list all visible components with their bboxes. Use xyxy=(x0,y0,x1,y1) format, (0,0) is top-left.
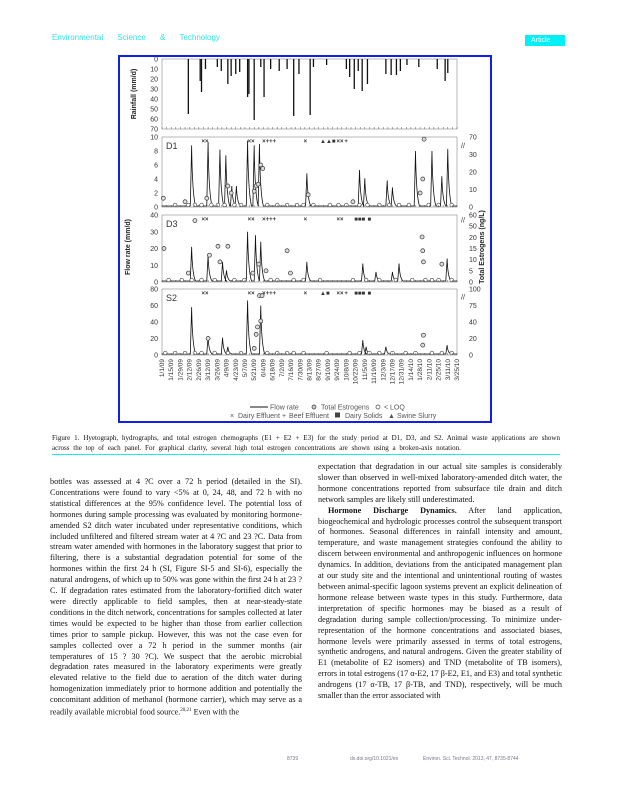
total-estrogen-point xyxy=(288,271,292,275)
total-estrogen-point xyxy=(285,249,289,253)
loq-point xyxy=(430,351,434,355)
date-tick-label: 8/13/09 xyxy=(306,359,314,381)
left-tick-label: 6 xyxy=(154,162,158,170)
rainfall-tick-label: 70 xyxy=(150,126,158,134)
total-estrogen-point xyxy=(421,343,425,347)
total-estrogen-point xyxy=(252,189,256,193)
date-tick-label: 11/19/09 xyxy=(371,359,379,384)
total-estrogen-point xyxy=(207,253,211,257)
waste-application-marker: ×× xyxy=(247,291,255,297)
date-tick-label: 7/16/09 xyxy=(288,359,296,381)
left-tick-label: 20 xyxy=(150,336,158,343)
loq-point xyxy=(404,351,408,355)
waste-application-marker: ▲▲■ xyxy=(320,139,336,145)
axis-break-icon: // xyxy=(461,217,465,225)
total-estrogen-point xyxy=(161,196,165,200)
figure-1 xyxy=(118,55,492,423)
waste-application-marker: + xyxy=(344,139,348,145)
section-runin-heading: Hormone Discharge Dynamics. xyxy=(328,505,457,515)
loq-point xyxy=(167,278,171,282)
total-estrogen-point xyxy=(255,325,259,329)
loq-point xyxy=(312,203,316,207)
right-tick-label: 30 xyxy=(469,152,477,159)
right-tick-label: 20 xyxy=(469,234,477,242)
left-tick-label: 10 xyxy=(150,134,158,142)
reference-superscript: 20,21 xyxy=(180,708,192,714)
total-estrogen-point xyxy=(216,244,220,248)
left-tick-label: 0 xyxy=(154,352,158,360)
panel-label: S2 xyxy=(166,293,178,303)
total-estrogen-point xyxy=(418,191,422,195)
date-tick-label: 12/17/09 xyxy=(389,359,397,385)
right-tick-label: 20 xyxy=(469,336,477,343)
paragraph: expectation that degradation in our actual site samples is considerably slower than observed in well-mixed laboratory-amended ditch water, the hormone concentrations reported from subsurface tile drain and ditch network samples are likely still underestimated. xyxy=(318,462,562,504)
right-tick-label: 10 xyxy=(469,187,477,194)
waste-application-marker: ×× xyxy=(247,139,255,145)
journal-name: Environmental Science & Technology xyxy=(52,33,220,42)
rainfall-tick-label: 40 xyxy=(150,96,158,104)
total-estrogen-point xyxy=(206,337,210,341)
left-column xyxy=(50,477,302,719)
page-number: 8739 xyxy=(287,756,299,762)
date-tick-label: 3/25/10 xyxy=(454,359,461,381)
total-estrogen-point xyxy=(218,260,222,264)
date-tick-label: 10/8/09 xyxy=(343,359,351,381)
left-tick-label: 60 xyxy=(150,303,158,310)
loq-point xyxy=(285,203,289,207)
total-estrogen-point xyxy=(420,235,424,239)
rainfall-axis-label: Rainfall (mm/d) xyxy=(131,68,138,120)
date-tick-label: 7/30/09 xyxy=(297,359,305,381)
loq-point xyxy=(200,351,204,355)
loq-point xyxy=(213,351,217,355)
total-estrogen-point xyxy=(252,346,256,350)
rainfall-tick-label: 0 xyxy=(154,57,158,64)
total-estrogen-point xyxy=(205,196,209,200)
rainfall-tick-label: 30 xyxy=(150,86,158,94)
axis-break-icon: // xyxy=(461,142,465,150)
date-tick-label: 8/27/09 xyxy=(315,359,323,381)
left-tick-label: 10 xyxy=(150,262,158,270)
date-tick-label: 2/11/10 xyxy=(426,359,434,381)
right-tick-label: 70 xyxy=(469,134,477,142)
date-tick-label: 12/3/09 xyxy=(380,359,388,381)
loq-point xyxy=(266,351,270,355)
waste-application-marker: ×× xyxy=(247,217,255,223)
loq-point xyxy=(450,203,454,207)
loq-point xyxy=(239,203,243,207)
date-tick-label: 4/9/09 xyxy=(223,359,231,378)
axis-break-icon: // xyxy=(461,294,465,302)
doi-link[interactable]: dx.doi.org/10.1021/es xyxy=(350,756,399,762)
legend-label: Swine Slurry xyxy=(397,413,437,420)
caption-divider xyxy=(52,454,560,455)
left-tick-label: 80 xyxy=(150,286,158,294)
loq-point xyxy=(223,203,227,207)
date-tick-label: 2/25/10 xyxy=(435,359,443,381)
date-tick-label: 3/26/09 xyxy=(214,359,222,381)
left-tick-label: 40 xyxy=(150,212,158,220)
legend-label: Dairy Effluent xyxy=(238,413,280,420)
loq-point xyxy=(292,351,296,355)
date-tick-label: 1/15/09 xyxy=(168,359,176,381)
left-tick-label: 40 xyxy=(150,319,158,327)
loq-point xyxy=(269,278,273,282)
paragraph xyxy=(50,477,302,719)
loq-point xyxy=(193,351,197,355)
legend-swine-slurry-icon: ▲ xyxy=(388,413,395,420)
date-tick-label: 9/10/09 xyxy=(324,359,332,381)
waste-application-marker: ×× xyxy=(336,291,344,297)
loq-point xyxy=(216,203,220,207)
right-tick-label: 100 xyxy=(469,286,481,294)
total-estrogen-point xyxy=(257,262,261,266)
rainfall-plot-frame xyxy=(162,59,457,129)
right-tick-label: 40 xyxy=(469,319,477,327)
waste-application-marker: ■■■ xyxy=(354,217,366,223)
waste-application-marker: × xyxy=(303,217,308,223)
legend-label: Dairy Solids xyxy=(345,413,383,420)
loq-point xyxy=(285,351,289,355)
loq-point xyxy=(351,278,355,282)
legend-label: Beef Effluent xyxy=(289,413,329,420)
hydrograph-chart xyxy=(120,57,490,421)
total-estrogen-point xyxy=(183,200,187,204)
waste-application-marker: ×+++ xyxy=(262,217,277,223)
rainfall-tick-label: 60 xyxy=(150,116,158,124)
total-estrogen-point xyxy=(421,260,425,264)
loq-point xyxy=(292,278,296,282)
total-estrogen-point xyxy=(421,177,425,181)
waste-application-marker: ×× xyxy=(201,291,209,297)
total-estrogen-point xyxy=(186,271,190,275)
legend-loq-icon xyxy=(376,405,380,409)
loq-point xyxy=(430,278,434,282)
panel-frame-D3 xyxy=(162,215,457,282)
left-tick-label: 2 xyxy=(154,190,158,198)
loq-point xyxy=(366,203,370,207)
flow-rate-line xyxy=(162,232,457,281)
waste-application-marker: ×× xyxy=(336,139,344,145)
total-estrogen-point xyxy=(440,262,444,266)
citation: Environ. Sci. Technol. 2013, 47, 8735-8744 xyxy=(423,756,519,762)
waste-application-marker: ■■■ xyxy=(354,291,366,297)
date-tick-label: 4/23/09 xyxy=(232,359,240,381)
loq-point xyxy=(377,351,381,355)
loq-point xyxy=(193,203,197,207)
date-tick-label: 11/5/09 xyxy=(361,359,369,381)
date-tick-label: 3/11/10 xyxy=(444,359,452,381)
right-tick-label: 0 xyxy=(469,352,473,360)
total-estrogen-point xyxy=(422,137,426,141)
right-tick-label: 0 xyxy=(469,204,473,212)
waste-application-marker: ×+++ xyxy=(262,139,277,145)
loq-point xyxy=(427,203,431,207)
waste-application-marker: + xyxy=(344,291,348,297)
date-tick-label: 1/14/10 xyxy=(407,359,415,381)
right-tick-label: 0 xyxy=(469,279,473,287)
left-tick-label: 8 xyxy=(154,148,158,156)
rainfall-tick-label: 10 xyxy=(150,66,158,74)
loq-point xyxy=(424,278,428,282)
flow-axis-label: Flow rate (mm/d) xyxy=(125,218,132,276)
total-estrogen-point xyxy=(421,249,425,253)
total-estrogen-point xyxy=(421,333,425,337)
total-estrogen-point xyxy=(264,269,268,273)
date-tick-label: 2/12/09 xyxy=(186,359,194,381)
loq-point xyxy=(377,203,381,207)
waste-application-marker: ×+++ xyxy=(262,291,277,297)
loq-point xyxy=(243,278,247,282)
left-tick-label: 4 xyxy=(154,176,158,184)
left-tick-label: 20 xyxy=(150,246,158,253)
loq-point xyxy=(407,203,411,207)
figure-caption: Figure 1. Hyetograph, hydrographs, and total estrogen chemographs (E1 + E2 + E3) for the study period at D1, D3, and S2. Animal waste applications are shown across the top of each panel. For graphical clarity, several high total estrogen concentrations are shown using a broken-axis notation. xyxy=(52,434,560,452)
paragraph xyxy=(318,506,562,702)
loq-point xyxy=(200,203,204,207)
loq-point xyxy=(213,278,217,282)
total-estrogen-point xyxy=(306,193,310,197)
date-tick-label: 5/21/09 xyxy=(251,359,259,381)
loq-point xyxy=(377,278,381,282)
right-tick-label: 15 xyxy=(469,246,477,253)
legend-dairy-solids-icon xyxy=(335,413,340,418)
total-estrogen-point xyxy=(259,319,263,323)
rainfall-tick-label: 50 xyxy=(150,106,158,114)
paragraph-text: bottles was assessed at 4 ?C over a 72 h period (detailed in the SI). Concentrations were found to vary <5% at 0, 24, 48, and 72 h with no statistical differences at the 95% confidence level. The potential loss of hormones during sample processing was evaluated by monitoring hormone-amended S2 ditch water incubated under representative conditions, which included unfiltered and filtered stream water at 4 ?C and 23 ?C. Data from stream water amended with hormones in the laboratory suggest that prior to filtering, there is a substantial degradation potential for some of the hormones within the first 24 h (SI, Figure SI-5 and SI-6), especially the natural androgens, of which up to 50% was gone within the first 24 h at 23 ?C. If degradation rates estimated from the laboratory-fortified ditch water were directly applicable to field samples, then at near-steady-state conditions in the ditch network, concentrations for samples collected at later times would be expected to be higher than those from earlier collection times prior to sample pickup. However, this was not the case even for samples collected over a 72 h period in the summer months (air temperatures of 15 ? 30 ?C). We suspect that the aerobic microbial degradation rates measured in the laboratory experiments were greatly elevated relative to the field due to aeration of the ditch water during homogenization immediately prior to hormone addition and potentially the concomitant addition of methanol (hormone carrier), which may serve as a readily available microbial food source. xyxy=(50,477,302,717)
right-tick-label: 60 xyxy=(469,212,477,220)
total-estrogen-point xyxy=(226,184,230,188)
legend-label: Flow rate xyxy=(270,404,299,412)
date-tick-label: 1/28/10 xyxy=(417,359,425,381)
total-estrogen-point xyxy=(261,167,265,171)
left-tick-label: 0 xyxy=(154,279,158,287)
waste-application-marker: ×× xyxy=(201,217,209,223)
legend-label: < LOQ xyxy=(384,404,405,412)
date-tick-label: 1/29/09 xyxy=(177,359,185,381)
legend-estrogen-icon xyxy=(312,405,316,409)
total-estrogen-point xyxy=(351,200,355,204)
waste-application-marker: ■ xyxy=(367,291,372,297)
loq-point xyxy=(266,203,270,207)
article-badge: Article xyxy=(525,35,565,46)
waste-application-marker: ×× xyxy=(336,217,344,223)
right-tick-label: 50 xyxy=(469,223,477,231)
loq-point xyxy=(173,351,177,355)
left-tick-label: 0 xyxy=(154,204,158,212)
date-tick-label: 7/2/09 xyxy=(278,359,286,378)
flow-rate-line xyxy=(162,301,457,354)
date-tick-label: 3/12/09 xyxy=(205,359,213,381)
total-estrogen-point xyxy=(251,271,255,275)
total-estrogen-point xyxy=(162,247,166,251)
right-tick-label: 20 xyxy=(469,169,477,177)
loq-point xyxy=(190,278,194,282)
loq-point xyxy=(450,278,454,282)
left-tick-label: 30 xyxy=(150,229,158,237)
legend-beef-effluent-icon: + xyxy=(282,413,287,420)
date-tick-label: 10/22/09 xyxy=(352,359,360,385)
loq-point xyxy=(200,278,204,282)
date-tick-label: 12/31/09 xyxy=(398,359,406,385)
date-tick-label: 9/24/09 xyxy=(334,359,342,381)
total-estrogen-point xyxy=(256,182,260,186)
waste-application-marker: × xyxy=(303,291,308,297)
total-estrogen-point xyxy=(229,191,233,195)
loq-point xyxy=(358,351,362,355)
legend-dairy-effluent-icon: × xyxy=(230,413,235,420)
right-tick-label: 10 xyxy=(469,257,477,265)
legend-label: Total Estrogens xyxy=(321,404,370,412)
right-tick-label: 5 xyxy=(469,268,473,276)
date-tick-label: 5/7/09 xyxy=(241,359,249,378)
loq-point xyxy=(397,203,401,207)
rainfall-tick-label: 20 xyxy=(150,76,158,84)
loq-point xyxy=(358,203,362,207)
total-estrogen-point xyxy=(254,332,258,336)
estrogen-axis-label: Total Estrogens (ng/L) xyxy=(479,210,486,284)
panel-label: D1 xyxy=(166,141,178,151)
date-tick-label: 2/26/09 xyxy=(195,359,203,381)
waste-application-marker: ▲■ xyxy=(320,291,330,297)
loq-point xyxy=(328,203,332,207)
right-tick-label: 75 xyxy=(469,303,477,310)
total-estrogen-point xyxy=(193,219,197,223)
paragraph-text: After land application, biogeochemical and hydrologic processes control the subsequent transport of hormones. Seasonal differences in rainfall intensity and amount, temperature, and waste management strategies confound the ability to discern between environmental and anthropogenic influences on hormone dynamics. In addition, deviations from the anticipated management plan at our study site and the intentional and unintentional routing of wastes between animal-specific lagoon systems prevent an explicit delineation of hormone release between waste types in this study. Furthermore, data interpretation of specific hormones may be biased as a result of degradation during sample collection/processing. To minimize under-representation of the hormone concentrations and associated biases, hormone levels were primarily assessed in terms of total estrogens, synthetic androgens, and natural androgens. Given the greater stability of E1 (metabolite of E2 isomers) and TND (metabolite of TB isomers), errors in total estrogens (17 α-E2, 17 β-E2, E1, and E3) and total synthetic androgens (17 α-TB, 17 β-TB, and TND), respectively, will be much smaller than the error associated with xyxy=(318,505,562,701)
total-estrogen-point xyxy=(226,244,230,248)
loq-point xyxy=(173,203,177,207)
date-tick-label: 1/1/09 xyxy=(159,359,166,378)
loq-point xyxy=(239,351,243,355)
waste-application-marker: ■ xyxy=(367,217,372,223)
date-tick-label: 6/4/09 xyxy=(260,359,268,378)
waste-application-marker: × xyxy=(303,139,308,145)
panel-frame-S2 xyxy=(162,289,457,355)
right-column xyxy=(318,462,562,702)
panel-label: D3 xyxy=(166,219,178,229)
waste-application-marker: ×× xyxy=(201,139,209,145)
loq-point xyxy=(450,351,454,355)
date-tick-label: 6/18/09 xyxy=(269,359,277,381)
paragraph-text: Even with the xyxy=(191,707,240,717)
